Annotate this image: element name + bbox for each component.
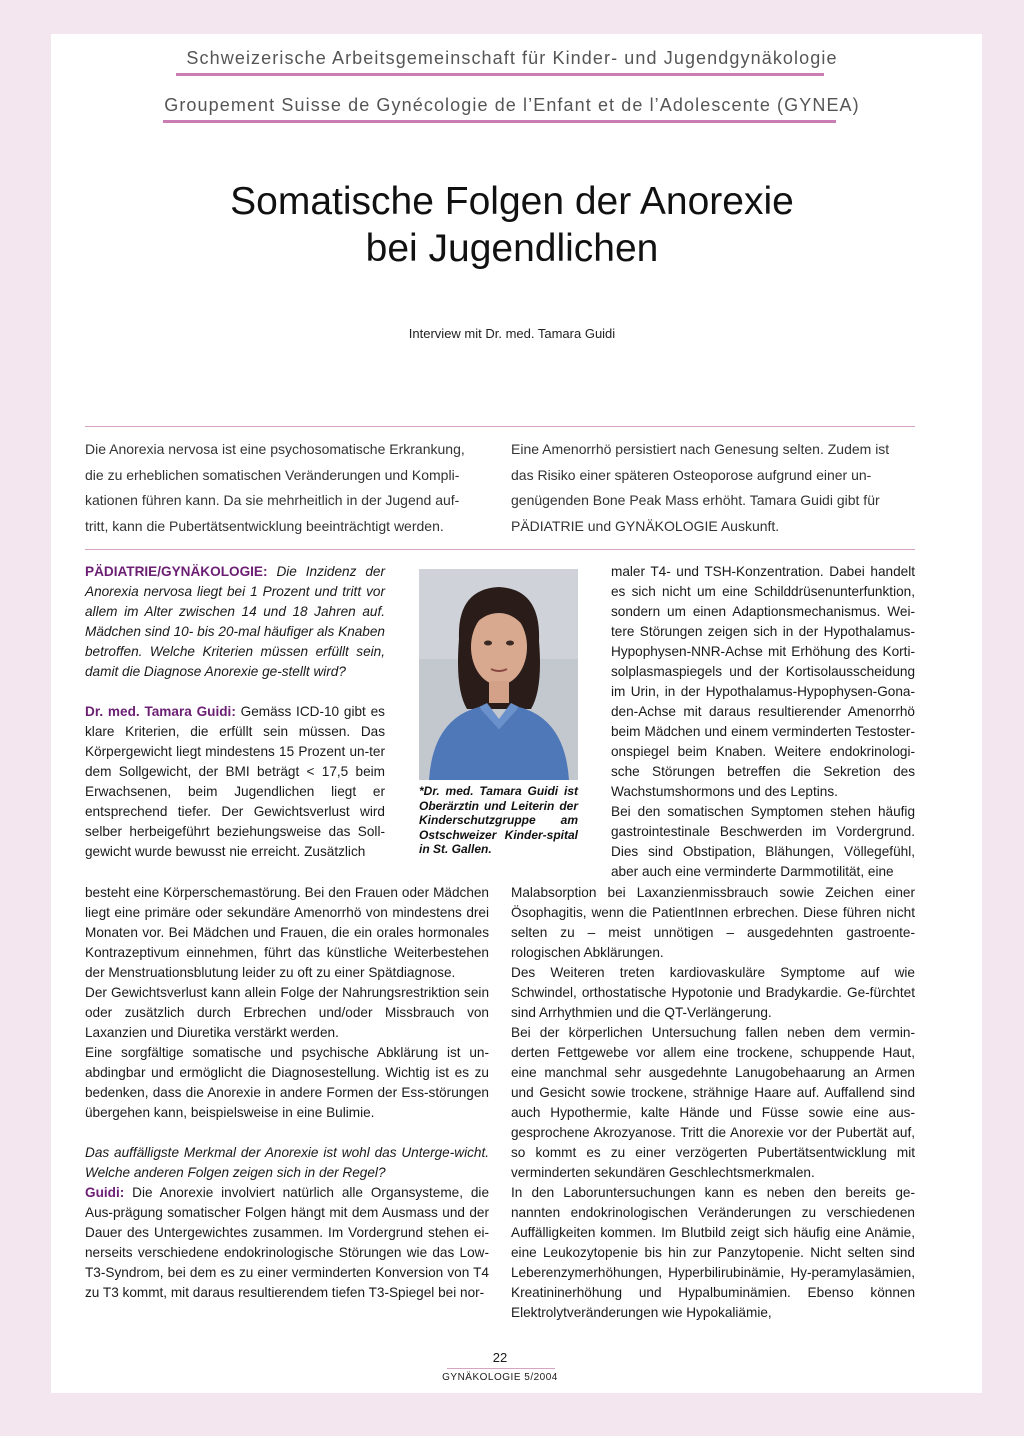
paragraph: Eine sorgfältige somatische und psychische Abklärung ist un-abdingbar und ermöglicht die Diagnosestellung. Wichtig ist es zu bedenken, dass die Anorexie in andere Formen der Ess-störungen übergehen kann, beispielsweise in eine Bulimie. <box>85 1045 489 1120</box>
intro-line: Eine Amenorrhö persistiert nach Genesung selten. Zudem ist <box>511 441 890 457</box>
left-column-lower <box>85 883 489 1303</box>
intro-line: die zu erheblichen somatischen Veränderungen und Kompli- <box>85 466 460 483</box>
paragraph: In den Laboruntersuchungen kann es neben den bereits ge-nannten endokrinologischen Veränderungen zu verschiedenen Auffälligkeiten kommen. Im Blutbild zeigt sich häufig eine Anämie, eine Leukozytopenie bis hin zur Panzytopenie. Nicht selten sind Leberenzymerhöhungen, Hyperbilirubinämie, Hy-peramylasämien, Kreatininerhöhung und Hypalbuminämien. Ebenso können Elektrolytveränderungen wie Hypokaliämie, <box>511 1185 915 1320</box>
question-2: Das auffälligste Merkmal der Anorexie ist wohl das Unterge-wicht. Welche anderen Folgen zeigen sich in der Regel? <box>85 1145 489 1180</box>
page-number: 22 <box>492 1350 508 1365</box>
intro-line: Die Anorexia nervosa ist eine psychosomatische Erkrankung, <box>85 441 465 457</box>
intro-line: PÄDIATRIE und GYNÄKOLOGIE Auskunft. <box>511 517 780 534</box>
society-header-fr: Groupement Suisse de Gynécologie de l’Enfant et de l’Adolescente (GYNEA) <box>164 95 860 115</box>
right-column-lower <box>511 883 915 1323</box>
intro-top-divider <box>85 426 915 427</box>
footer-rule <box>447 1368 555 1369</box>
title-line-2: bei Jugendlichen <box>365 227 659 270</box>
paragraph: Der Gewichtsverlust kann allein Folge der Nahrungsrestriktion sein oder zusätzlich durch Erbrechen und/oder Missbrauch von Laxanzien und Diuretika verstärkt werden. <box>85 985 489 1040</box>
answer-1 <box>85 702 385 862</box>
article-title <box>0 178 1024 272</box>
paragraph: besteht eine Körperschemastörung. Bei den Frauen oder Mädchen liegt eine primäre oder sekundäre Amenorrhö von mindestens drei Monaten vor. Bei Mädchen und Frauen, die ein orales hormonales Kontrazeptivum einnehmen, führt das künstliche Weiterbestehen der Menstruationsblutung leider zu oft zu einer Spätdiagnose. <box>85 885 489 980</box>
intro-bottom-divider <box>85 549 915 550</box>
paragraph: Bei den somatischen Symptomen stehen häufig gastrointestinale Beschwerden im Vordergrund. Dies sind Obstipation, Blähungen, Völlegefühl, aber auch eine verminderte Darmmotilität, eine <box>611 804 915 879</box>
byline: Interview mit Dr. med. Tamara Guidi <box>408 326 616 341</box>
intro-line: tritt, kann die Pubertätsentwicklung beeinträchtigt werden. <box>85 517 444 534</box>
intro-line: kationen führen kann. Da sie mehrheitlich in der Jugend auf- <box>85 492 460 508</box>
intro-left <box>85 437 490 539</box>
header-rule-2 <box>163 120 836 123</box>
left-column-upper <box>85 562 385 862</box>
question-label: PÄDIATRIE/GYNÄKOLOGIE: <box>85 564 268 579</box>
intro-line: genügenden Bone Peak Mass erhöht. Tamara Guidi gibt für <box>511 492 880 508</box>
society-header-de: Schweizerische Arbeitsgemeinschaft für Kinder- und Jugendgynäkologie <box>186 48 838 68</box>
journal-footer: GYNÄKOLOGIE 5/2004 <box>442 1372 558 1383</box>
question-text: Die Inzidenz der Anorexia nervosa liegt bei 1 Prozent und tritt vor allem im Alter zwischen 14 und 18 Jahren auf. Mädchen sind 10- bis 20-mal häufiger als Knaben betroffen. Welche Kriterien müssen erfüllt sein, damit die Diagnose Anorexie ge-stellt wird? <box>85 564 385 679</box>
paragraph: Bei der körperlichen Untersuchung fallen neben dem vermin-derten Fettgewebe vor allem eine trockene, schuppende Haut, eine manchmal sehr ausgedehnte Lanugobehaarung an Armen und Gesicht sowie trockene, strähnige Haare auf. Auffallend sind auch Hypothermie, kalte Hände und Füsse sowie eine aus-gesprochene Akrozyanose. Tritt die Anorexie vor der Pubertät auf, so kommt es zu einer verzögerten Pubertätsentwicklung mit verminderten sekundären Geschlechtsmerkmalen. <box>511 1025 915 1180</box>
answer-text: Gemäss ICD-10 gibt es klare Kriterien, die erfüllt sein müssen. Das Körpergewicht liegt mindestens 15 Prozent un-ter dem Sollgewicht, der BMI beträgt < 17,5 beim Erwachsenen, beim Jugendlichen liegt er entsprechend tiefer. Der Gewichtsverlust wird selber herbeigeführt beziehungsweise das Soll-gewicht wurde bewusst nie erreicht. Zusätzlich <box>85 704 385 859</box>
intro-line: das Risiko einer späteren Osteoporose aufgrund einer un- <box>511 466 872 483</box>
paragraph: maler T4- und TSH-Konzentration. Dabei handelt es sich nicht um eine Schilddrüsenunterfunktion, sondern um einen Adaptionsmechanismus. Wei-tere Störungen zeigen sich in der Hypothalamus-Hypophysen-NNR-Achse mit Erhöhung des Korti-solplasmaspiegels und der Kortisolausscheidung im Urin, in der Hypothalamus-Hypophysen-Gona-den-Achse mit daraus resultierender Amenorrhö beim Mädchen und einem verminderten Testoster-onspiegel beim Knaben. Weitere endokrinologi-sche Störungen betreffen die Sekretion des Wachstumshormons und des Leptins. <box>611 564 915 799</box>
answer-label: Dr. med. Tamara Guidi: <box>85 704 236 719</box>
portrait-photo <box>419 569 578 780</box>
header-rule-1 <box>176 73 824 76</box>
answer-2 <box>85 1183 489 1303</box>
title-line-1: Somatische Folgen der Anorexie <box>230 180 794 223</box>
answer-text: Die Anorexie involviert natürlich alle Organsysteme, die Aus-prägung somatischer Folgen hängt mit dem Ausmass und der Dauer des Untergewichtes zusammen. Im Vordergrund stehen ei-nerseits verschiedene endokrinologische Störungen wie das Low-T3-Syndrom, bei dem es zu einer verminderten Konversion von T4 zu T3 kommt, mit daraus resultierendem tiefen T3-Spiegel bei nor- <box>85 1185 490 1300</box>
question-1 <box>85 562 385 682</box>
paragraph: Des Weiteren treten kardiovaskuläre Symptome auf wie Schwindel, orthostatische Hypotonie und Bradykardie. Ge-fürchtet sind Arrhythmien und die QT-Verlängerung. <box>511 965 915 1020</box>
intro-right <box>511 437 916 539</box>
right-column-upper <box>611 562 915 882</box>
answer-label: Guidi: <box>85 1185 125 1200</box>
paragraph: Malabsorption bei Laxanzienmissbrauch sowie Zeichen einer Ösophagitis, wenn die PatientInnen erbrechen. Diese führen nicht selten zu – meist unnötigen – ausgedehnten gastroente-rologischen Abklärungen. <box>511 885 915 960</box>
photo-caption: *Dr. med. Tamara Guidi ist Oberärztin und Leiterin der Kinderschutzgruppe am Ostschweizer Kinder-spital in St. Gallen. <box>419 784 578 856</box>
